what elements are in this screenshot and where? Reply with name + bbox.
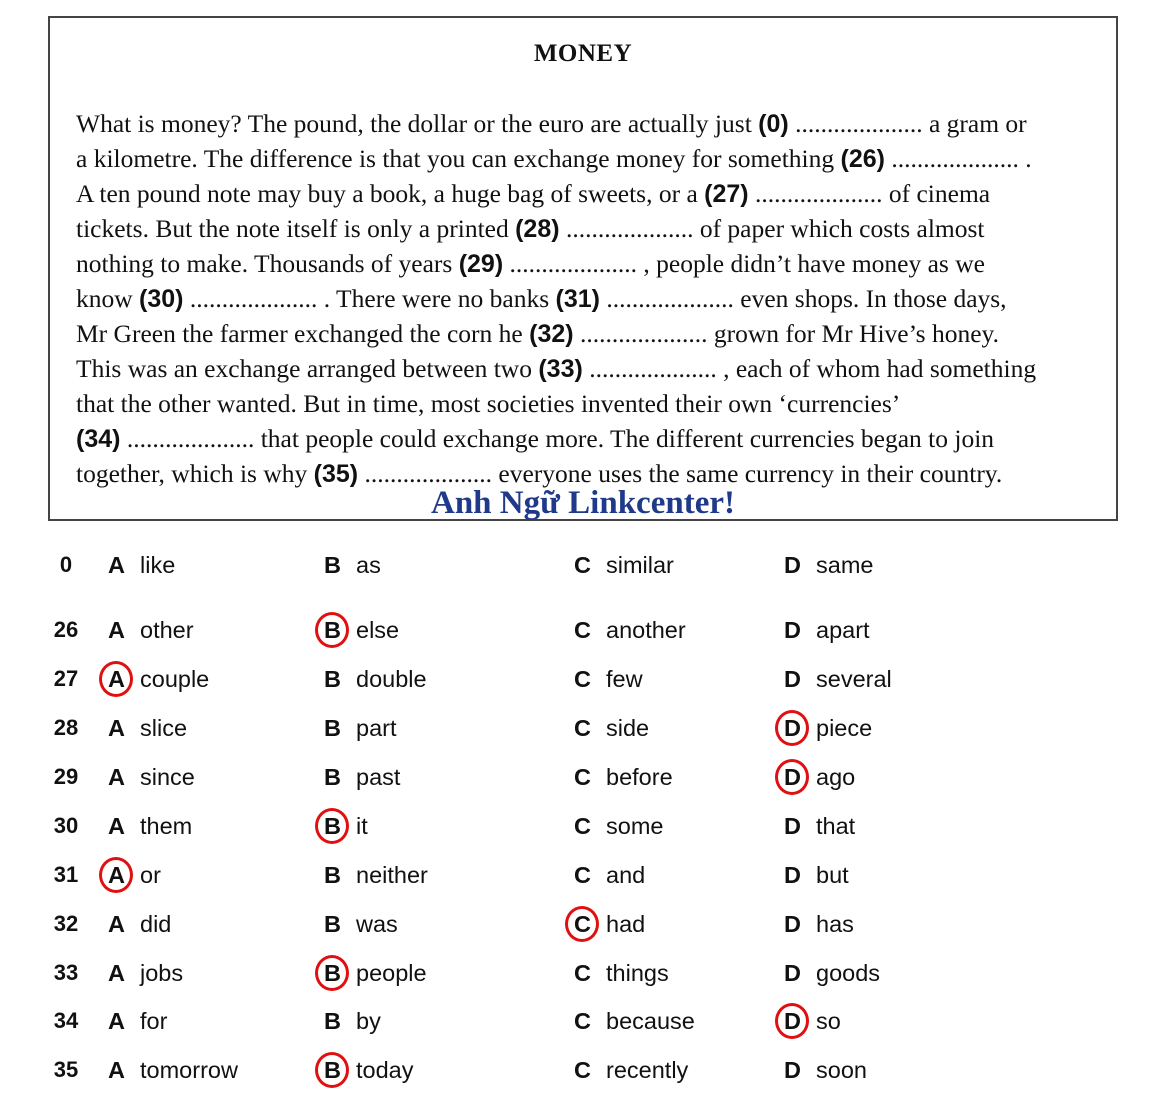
passage-box xyxy=(48,16,1118,521)
option-word: slice xyxy=(140,715,188,741)
passage-text-segment: that the other wanted. But in time, most societies invented their own ‘currencies’ xyxy=(76,389,901,418)
option-letter: B xyxy=(324,862,341,888)
option-word: people xyxy=(356,960,427,986)
answer-option-c[interactable] xyxy=(574,904,645,944)
answer-option-c[interactable] xyxy=(574,757,673,797)
option-word: did xyxy=(140,911,172,937)
passage-text-segment: A ten pound note may buy a book, a huge bag of sweets, or a xyxy=(76,179,705,208)
option-letter: C xyxy=(574,862,591,888)
answer-option-c[interactable] xyxy=(574,806,663,846)
option-letter: C xyxy=(574,960,591,986)
passage-line xyxy=(76,386,1106,421)
option-letter: D xyxy=(784,813,801,839)
option-letter: B xyxy=(324,911,341,937)
option-word: jobs xyxy=(140,960,184,986)
passage-text-segment: a kilometre. The difference is that you can exchange money for something xyxy=(76,144,841,173)
passage-text-segment: .................... , each of whom had something xyxy=(582,354,1037,383)
option-letter: A xyxy=(108,1057,125,1083)
passage-text-segment: This was an exchange arranged between two xyxy=(76,354,539,383)
option-letter: A xyxy=(108,911,125,937)
answer-option-b[interactable] xyxy=(324,757,400,797)
question-row xyxy=(0,708,1156,748)
question-number: 28 xyxy=(53,715,79,740)
answer-option-b[interactable] xyxy=(324,545,381,585)
option-word: else xyxy=(356,617,400,643)
option-word: past xyxy=(356,764,401,790)
passage-text-segment: .................... . There were no banks xyxy=(183,284,556,313)
passage-text-segment: .................... grown for Mr Hive’s honey. xyxy=(573,319,1000,348)
question-row xyxy=(0,953,1156,993)
option-letter: C xyxy=(574,552,591,578)
circled-option-letter: D xyxy=(784,708,816,748)
circled-option-letter: B xyxy=(324,806,356,846)
answer-option-b[interactable] xyxy=(324,855,428,895)
passage-text-segment: know xyxy=(76,284,140,313)
answer-option-d[interactable] xyxy=(784,610,870,650)
gap-number: (30) xyxy=(139,285,184,313)
passage-line xyxy=(76,351,1106,386)
question-number: 34 xyxy=(53,1008,79,1033)
passage-line xyxy=(76,176,1106,211)
option-word: by xyxy=(356,1008,381,1034)
option-word: had xyxy=(606,911,646,937)
option-word: so xyxy=(816,1008,841,1034)
answer-option-d[interactable] xyxy=(784,953,880,993)
gap-number: (34) xyxy=(76,425,121,453)
question-row xyxy=(0,855,1156,895)
question-number: 33 xyxy=(53,960,79,985)
answer-option-d[interactable] xyxy=(784,904,854,944)
option-letter: B xyxy=(324,764,341,790)
option-letter: B xyxy=(324,715,341,741)
option-word: them xyxy=(140,813,193,839)
question-row xyxy=(0,1050,1156,1090)
answer-option-c[interactable] xyxy=(574,1001,695,1041)
option-letter: A xyxy=(108,813,125,839)
question-number: 32 xyxy=(53,911,79,936)
passage-text-segment: .................... a gram or xyxy=(788,109,1027,138)
option-word: today xyxy=(356,1057,414,1083)
option-letter: C xyxy=(574,617,591,643)
option-word: recently xyxy=(606,1057,689,1083)
gap-number: (27) xyxy=(704,180,749,208)
option-word: few xyxy=(606,666,643,692)
answer-option-c[interactable] xyxy=(574,545,674,585)
answer-option-b[interactable] xyxy=(324,806,368,846)
answer-option-c[interactable] xyxy=(574,659,643,699)
answer-option-b[interactable] xyxy=(324,1001,381,1041)
answer-option-a[interactable] xyxy=(108,610,194,650)
question-row xyxy=(0,806,1156,846)
gap-number: (28) xyxy=(515,215,560,243)
circled-option-letter: B xyxy=(324,610,356,650)
answer-option-c[interactable] xyxy=(574,1050,688,1090)
answer-option-a[interactable] xyxy=(108,904,171,944)
answer-option-a[interactable] xyxy=(108,708,187,748)
option-word: for xyxy=(140,1008,168,1034)
circled-option-letter: A xyxy=(108,855,140,895)
passage-text-segment: .................... everyone uses the same currency in their country. xyxy=(358,459,1003,488)
option-letter: D xyxy=(784,617,801,643)
answer-option-d[interactable] xyxy=(784,806,855,846)
answer-option-a[interactable] xyxy=(108,806,192,846)
passage-text-segment: nothing to make. Thousands of years xyxy=(76,249,459,278)
circled-option-letter: B xyxy=(324,1050,356,1090)
answer-option-a[interactable] xyxy=(108,1001,167,1041)
answer-option-d[interactable] xyxy=(784,659,892,699)
option-word: but xyxy=(816,862,849,888)
option-word: similar xyxy=(606,552,674,578)
option-letter: A xyxy=(108,960,125,986)
passage-text-segment: .................... of cinema xyxy=(748,179,991,208)
question-row xyxy=(0,904,1156,944)
option-letter: C xyxy=(574,813,591,839)
question-number: 27 xyxy=(53,666,79,691)
option-word: goods xyxy=(816,960,881,986)
answer-option-d[interactable] xyxy=(784,708,872,748)
passage-text-segment: .................... of paper which costs almost xyxy=(559,214,985,243)
question-number: 31 xyxy=(53,862,79,887)
passage-text-segment: .................... even shops. In those days, xyxy=(600,284,1007,313)
answer-option-b[interactable] xyxy=(324,659,427,699)
passage-text-segment: .................... , people didn’t have money as we xyxy=(503,249,985,278)
passage-title: MONEY xyxy=(533,40,633,67)
passage-line xyxy=(76,421,1106,456)
option-letter: B xyxy=(324,552,341,578)
option-word: couple xyxy=(140,666,210,692)
question-number: 0 xyxy=(59,552,73,577)
option-word: as xyxy=(356,552,381,578)
option-word: has xyxy=(816,911,854,937)
option-letter: C xyxy=(574,715,591,741)
answer-option-a[interactable] xyxy=(108,659,209,699)
option-letter: D xyxy=(784,552,801,578)
answer-option-c[interactable] xyxy=(574,855,645,895)
option-word: same xyxy=(816,552,874,578)
option-word: because xyxy=(606,1008,695,1034)
answer-option-c[interactable] xyxy=(574,708,649,748)
option-word: double xyxy=(356,666,427,692)
passage-text-segment: together, which is why xyxy=(76,459,314,488)
option-word: several xyxy=(816,666,892,692)
answer-option-a[interactable] xyxy=(108,855,161,895)
gap-number: (31) xyxy=(555,285,601,313)
circled-option-letter: A xyxy=(108,659,140,699)
answer-option-d[interactable] xyxy=(784,855,849,895)
circled-option-letter: D xyxy=(784,1001,816,1041)
option-word: apart xyxy=(816,617,870,643)
answer-option-b[interactable] xyxy=(324,708,397,748)
passage-line xyxy=(76,281,1106,316)
gap-number: (29) xyxy=(458,250,504,278)
answer-option-b[interactable] xyxy=(324,953,427,993)
watermark: Anh Ngữ Linkcenter! xyxy=(431,485,735,521)
passage-text-segment: Mr Green the farmer exchanged the corn he xyxy=(76,319,530,348)
passage-text-segment: .................... that people could exchange more. The different currencies began to join xyxy=(120,424,995,453)
passage-text-segment: tickets. But the note itself is only a printed xyxy=(76,214,516,243)
option-word: neither xyxy=(356,862,428,888)
option-letter: D xyxy=(784,862,801,888)
gap-number: (0) xyxy=(758,110,789,138)
answer-option-b[interactable] xyxy=(324,610,399,650)
option-letter: D xyxy=(784,1057,801,1083)
option-word: part xyxy=(356,715,397,741)
option-letter: A xyxy=(108,715,125,741)
option-word: another xyxy=(606,617,686,643)
passage-line xyxy=(76,106,1106,141)
answer-option-b[interactable] xyxy=(324,904,398,944)
option-word: side xyxy=(606,715,650,741)
question-number: 29 xyxy=(53,764,79,789)
question-number: 26 xyxy=(53,617,79,642)
gap-number: (26) xyxy=(840,145,885,173)
option-word: and xyxy=(606,862,646,888)
option-word: ago xyxy=(816,764,856,790)
option-word: since xyxy=(140,764,195,790)
option-letter: A xyxy=(108,617,125,643)
option-letter: A xyxy=(108,1008,125,1034)
option-letter: C xyxy=(574,764,591,790)
option-word: it xyxy=(356,813,368,839)
passage-line xyxy=(76,316,1106,351)
gap-number: (32) xyxy=(529,320,574,348)
gap-number: (35) xyxy=(313,460,359,488)
passage-line xyxy=(76,141,1106,176)
answer-option-a[interactable] xyxy=(108,757,195,797)
question-number: 30 xyxy=(53,813,79,838)
option-word: piece xyxy=(816,715,873,741)
circled-option-letter: D xyxy=(784,757,816,797)
answer-option-d[interactable] xyxy=(784,757,855,797)
option-word: tomorrow xyxy=(140,1057,238,1083)
option-word: was xyxy=(356,911,398,937)
option-letter: D xyxy=(784,666,801,692)
answer-option-b[interactable] xyxy=(324,1050,414,1090)
passage-line xyxy=(76,211,1106,246)
passage-text-segment: What is money? The pound, the dollar or the euro are actually just xyxy=(76,109,759,138)
option-word: like xyxy=(140,552,176,578)
option-word: or xyxy=(140,862,161,888)
passage-text xyxy=(76,106,1106,491)
answer-option-a[interactable] xyxy=(108,545,175,585)
gap-number: (33) xyxy=(538,355,583,383)
circled-option-letter: B xyxy=(324,953,356,993)
option-word: that xyxy=(816,813,856,839)
passage-line xyxy=(76,246,1106,281)
question-row xyxy=(0,610,1156,650)
option-word: other xyxy=(140,617,194,643)
option-letter: B xyxy=(324,1008,341,1034)
option-letter: C xyxy=(574,1057,591,1083)
option-word: things xyxy=(606,960,669,986)
question-row xyxy=(0,545,1156,585)
option-letter: C xyxy=(574,1008,591,1034)
option-letter: D xyxy=(784,960,801,986)
circled-option-letter: C xyxy=(574,904,606,944)
passage-text-segment: .................... . xyxy=(884,144,1032,173)
option-word: before xyxy=(606,764,673,790)
question-row xyxy=(0,1001,1156,1041)
answer-option-d[interactable] xyxy=(784,1001,841,1041)
option-word: some xyxy=(606,813,664,839)
question-row xyxy=(0,757,1156,797)
option-letter: A xyxy=(108,764,125,790)
option-letter: B xyxy=(324,666,341,692)
answer-option-d[interactable] xyxy=(784,1050,867,1090)
answer-option-a[interactable] xyxy=(108,953,183,993)
question-row xyxy=(0,659,1156,699)
option-word: soon xyxy=(816,1057,867,1083)
option-letter: A xyxy=(108,552,125,578)
option-letter: D xyxy=(784,911,801,937)
option-letter: C xyxy=(574,666,591,692)
answer-option-c[interactable] xyxy=(574,610,686,650)
question-number: 35 xyxy=(53,1057,79,1082)
answer-option-c[interactable] xyxy=(574,953,669,993)
answer-option-a[interactable] xyxy=(108,1050,238,1090)
answer-option-d[interactable] xyxy=(784,545,873,585)
